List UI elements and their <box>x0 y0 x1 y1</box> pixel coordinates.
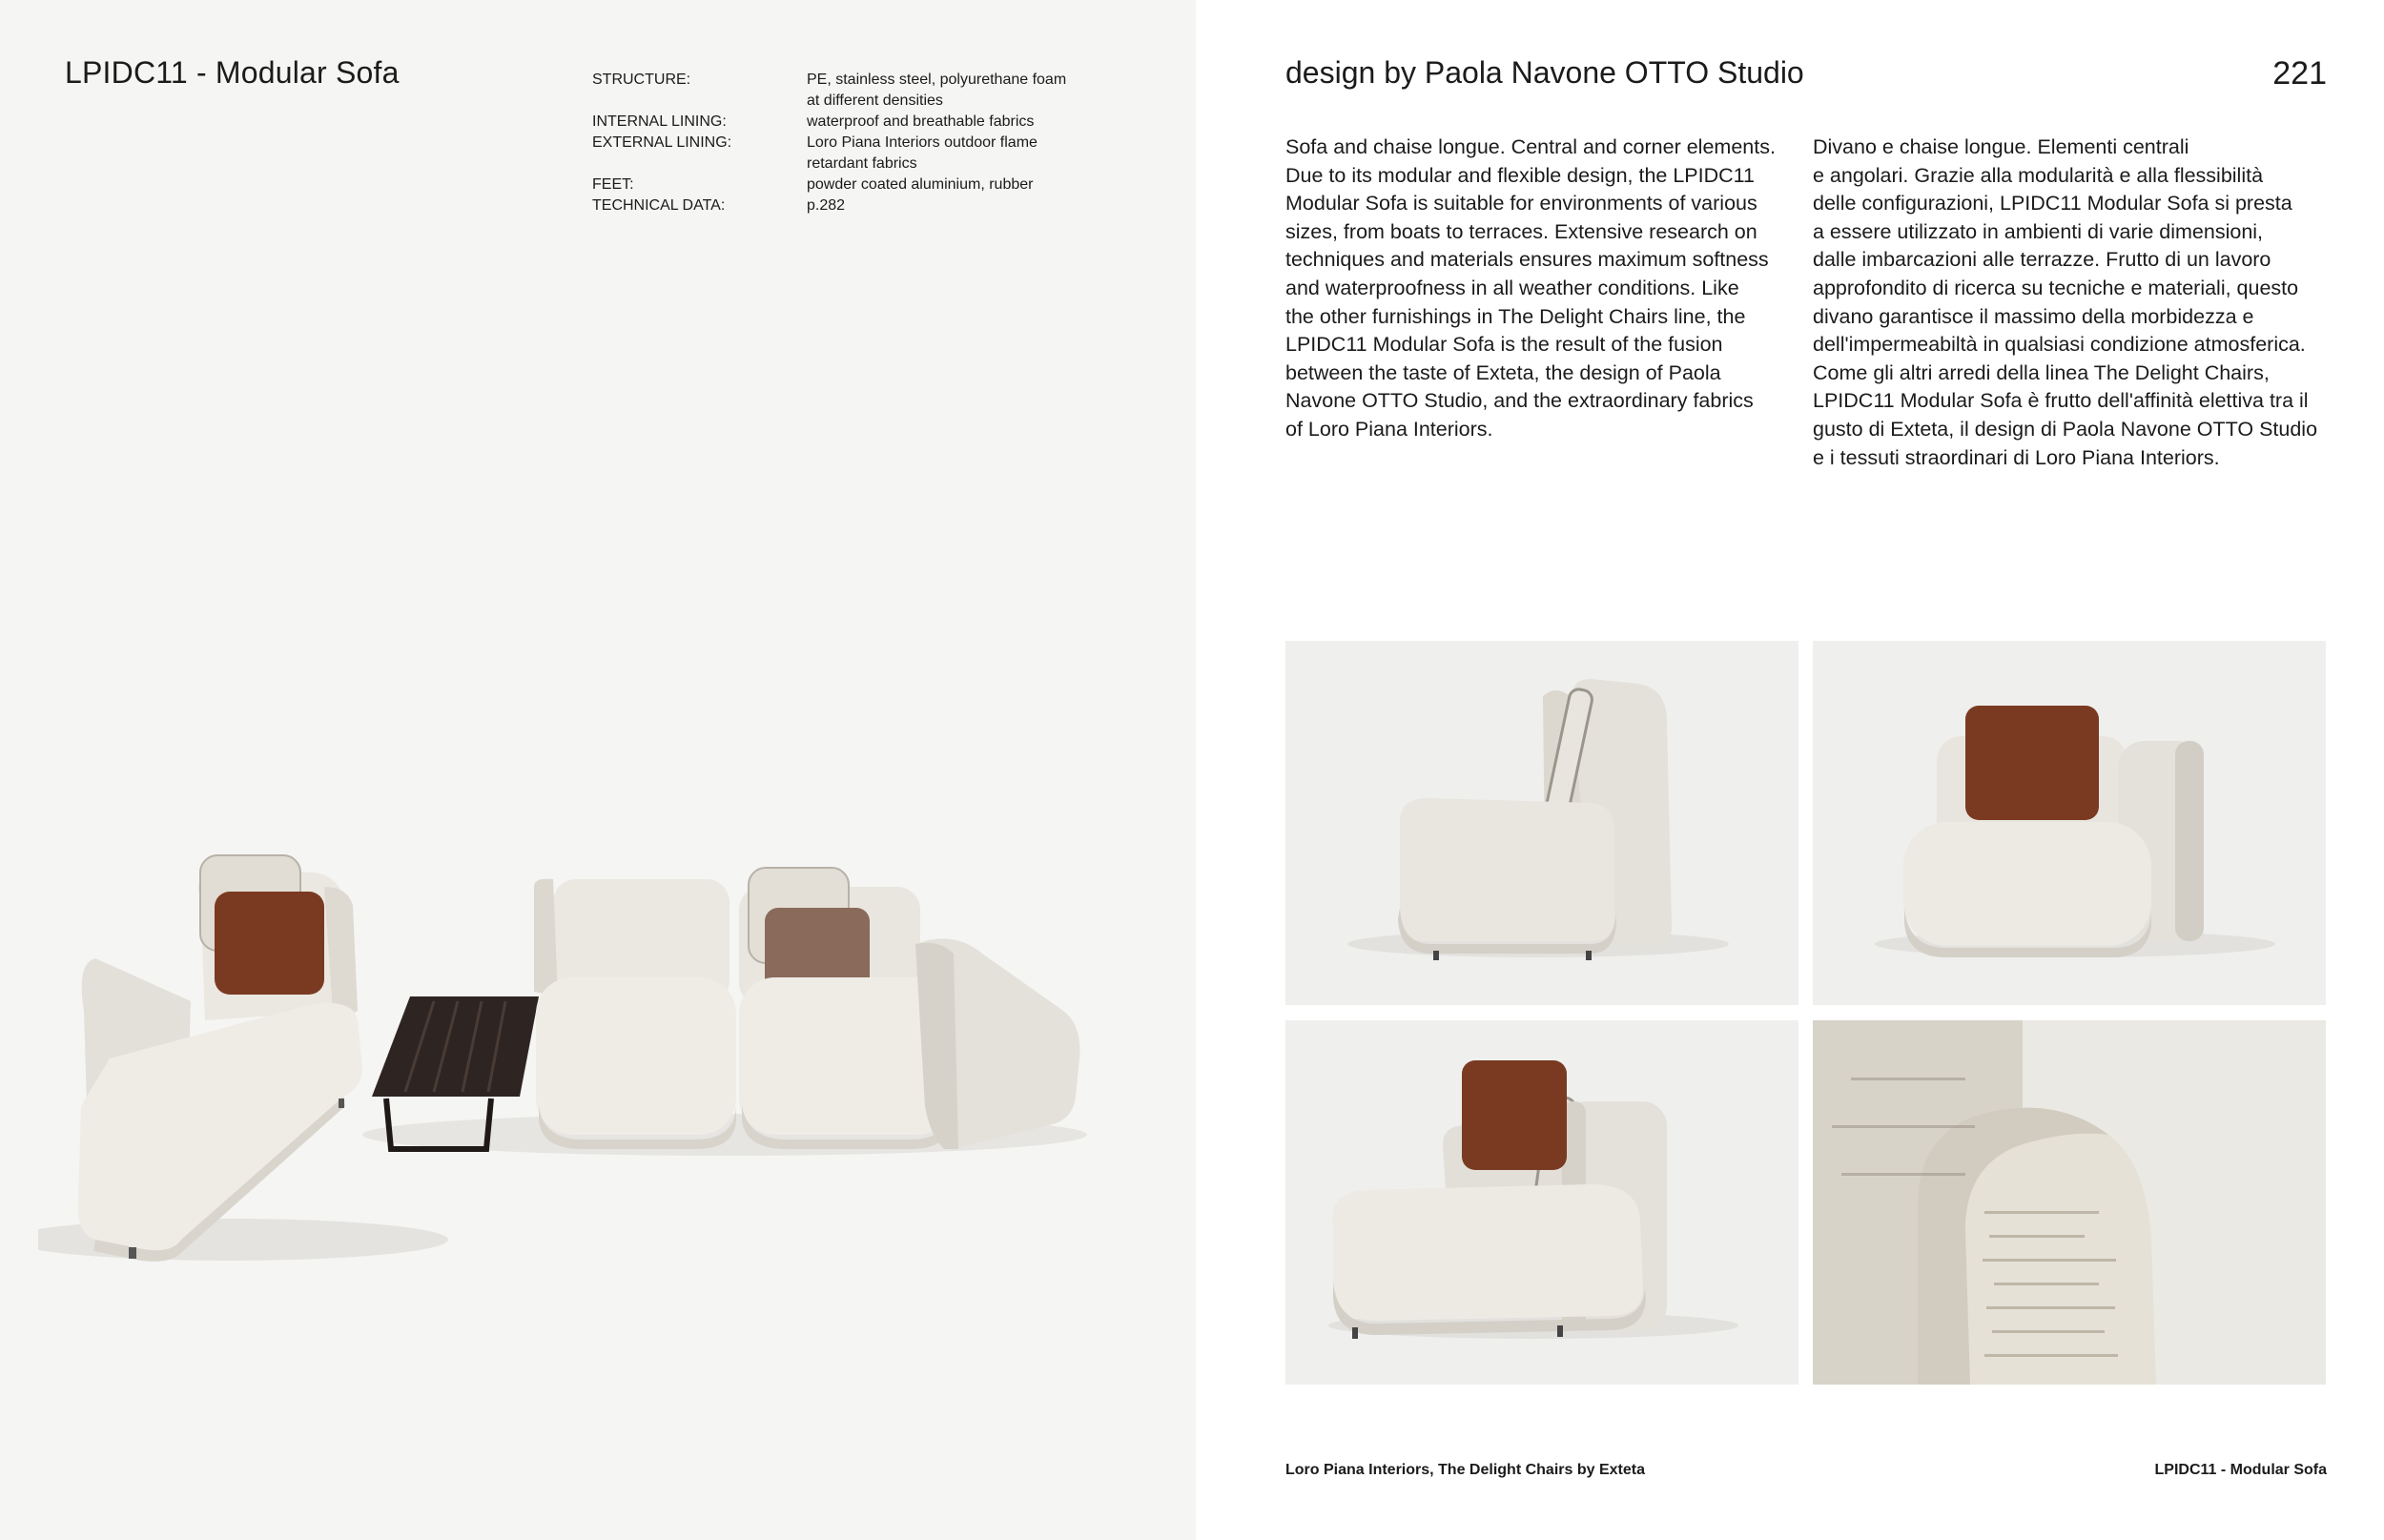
fabric-detail-photo <box>1813 1020 2326 1385</box>
spec-row <box>592 133 1088 175</box>
modular-sofa-photo <box>38 820 1163 1278</box>
spec-row <box>592 70 1088 112</box>
spec-table <box>592 70 1088 216</box>
spec-value: waterproof and breathable fabrics <box>807 113 1035 130</box>
description-italian: Divano e chaise longue. Elementi centrali e angolari. Grazie alla modularità e alla flessibilità delle configurazioni, LPIDC11 Modular Sofa si presta a essere utilizzato in ambienti di varie dimensioni, dalle imbarcazioni alle terrazze. Frutto di un lavoro approfondito di ricerca su tecniche e materiali, questo divano garantisce il massimo della morbidezza e dell'impermeabiltà in qualsiasi condizione atmosferica. Come gli altri arredi della linea The Delight Chairs, LPIDC11 Modular Sofa è frutto dell'affinità elettiva tra il gusto di Exteta, il design di Paola Navone OTTO Studio e i tessuti straordinari di Loro Piana Interiors. <box>1813 135 2318 469</box>
spec-row <box>592 112 1088 133</box>
spec-row <box>592 195 1088 216</box>
spec-label: STRUCTURE: <box>592 72 691 88</box>
spec-value: powder coated aluminium, rubber <box>807 176 1034 193</box>
spec-value: PE, stainless steel, polyurethane foam at different densities <box>807 72 1067 109</box>
page-number: 221 <box>2272 55 2327 92</box>
spec-label: INTERNAL LINING: <box>592 113 727 130</box>
spec-label: EXTERNAL LINING: <box>592 134 732 151</box>
spec-row <box>592 175 1088 195</box>
spec-label: FEET: <box>592 176 634 193</box>
spec-value: Loro Piana Interiors outdoor flame retardant fabrics <box>807 134 1038 172</box>
description-english: Sofa and chaise longue. Central and corner elements. Due to its modular and flexible design, the LPIDC11 Modular Sofa is suitable for environments of various sizes, from boats to terraces. Extensive research on techniques and materials ensures maximum softness and waterproofness in all weather conditions. Like the other furnishings in The Delight Chairs line, the LPIDC11 Modular Sofa is the result of the fusion between the taste of Exteta, the design of Paola Navone OTTO Studio, and the extraordinary fabrics of Loro Piana Interiors. <box>1285 135 1776 441</box>
product-title: LPIDC11 - Modular Sofa <box>65 55 400 90</box>
spec-label: TECHNICAL DATA: <box>592 197 726 214</box>
footer-product-name: LPIDC11 - Modular Sofa <box>2154 1462 2327 1478</box>
spec-value: p.282 <box>807 197 846 214</box>
chaise-longue-photo <box>1285 1020 1798 1385</box>
designer-credit: design by Paola Navone OTTO Studio <box>1285 55 1804 90</box>
corner-element-photo <box>1813 641 2326 1005</box>
footer-collection-credit: Loro Piana Interiors, The Delight Chairs by Exteta <box>1285 1462 1645 1478</box>
central-element-photo <box>1285 641 1798 1005</box>
